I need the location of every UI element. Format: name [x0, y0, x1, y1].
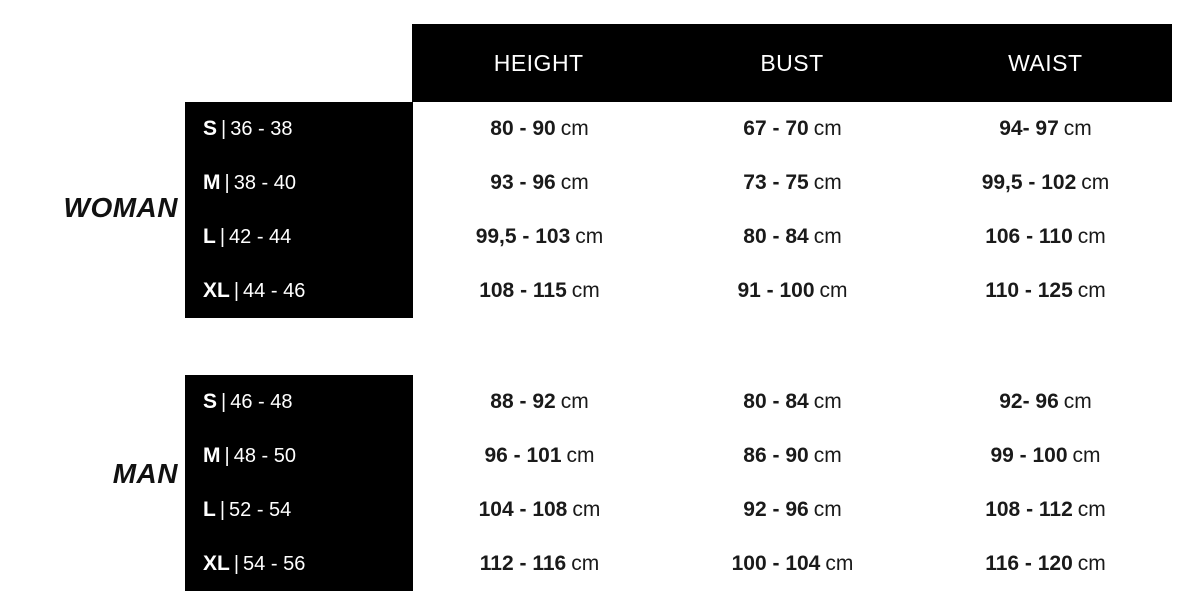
unit-label: cm [560, 117, 589, 140]
unit-label: cm [1077, 279, 1106, 302]
waist-cell [919, 444, 1172, 468]
unit-label: cm [571, 552, 600, 575]
bust-value: 67 - 70 [743, 117, 809, 140]
table-row [185, 375, 1172, 429]
size-label: L [203, 225, 216, 248]
size-label: S [203, 390, 218, 413]
bust-value: 80 - 84 [743, 390, 809, 413]
unit-label: cm [1077, 498, 1106, 521]
size-separator: | [233, 553, 240, 575]
unit-label: cm [575, 225, 604, 248]
size-separator: | [233, 280, 240, 302]
height-cell [413, 279, 666, 303]
unit-label: cm [1081, 171, 1110, 194]
size-cell [185, 117, 413, 141]
height-value: 96 - 101 [484, 444, 562, 467]
size-cell [185, 390, 413, 414]
height-value: 93 - 96 [490, 171, 556, 194]
bust-cell [666, 390, 919, 414]
bust-value: 100 - 104 [731, 552, 821, 575]
size-range: 38 - 40 [233, 172, 296, 194]
unit-label: cm [1072, 444, 1101, 467]
size-cell [185, 225, 413, 249]
unit-label: cm [813, 171, 842, 194]
height-cell [413, 171, 666, 195]
unit-label: cm [572, 498, 601, 521]
waist-value: 92- 96 [999, 390, 1059, 413]
waist-value: 94- 97 [999, 117, 1059, 140]
unit-label: cm [825, 552, 854, 575]
waist-value: 99,5 - 102 [981, 171, 1077, 194]
height-value: 112 - 116 [479, 552, 567, 575]
group-label-man: MAN [112, 458, 178, 489]
unit-label: cm [566, 444, 595, 467]
column-header-bust: BUST [760, 49, 824, 76]
column-header-waist: WAIST [1008, 49, 1083, 76]
size-separator: | [224, 445, 230, 467]
group-rows-woman [185, 102, 1172, 318]
waist-value: 110 - 125 [985, 279, 1073, 302]
bust-cell [666, 171, 919, 195]
unit-label: cm [813, 390, 842, 413]
size-cell [185, 279, 413, 303]
bust-value: 73 - 75 [743, 171, 809, 194]
size-range: 44 - 46 [243, 280, 306, 302]
unit-label: cm [819, 279, 848, 302]
size-separator: | [221, 118, 227, 140]
height-value: 99,5 - 103 [475, 225, 571, 248]
waist-value: 99 - 100 [990, 444, 1068, 467]
waist-cell [919, 552, 1172, 576]
table-row [185, 483, 1172, 537]
height-cell [413, 390, 666, 414]
size-range: 46 - 48 [230, 391, 293, 413]
group-rows-man [185, 375, 1172, 591]
bust-value: 80 - 84 [743, 225, 809, 248]
size-separator: | [221, 391, 227, 413]
unit-label: cm [813, 498, 842, 521]
height-cell [413, 444, 666, 468]
height-cell [413, 498, 666, 522]
unit-label: cm [560, 390, 589, 413]
size-cell [185, 171, 413, 195]
waist-cell [919, 279, 1172, 303]
waist-cell [919, 225, 1172, 249]
column-header-height: HEIGHT [493, 49, 584, 76]
unit-label: cm [1063, 390, 1092, 413]
table-row [185, 102, 1172, 156]
size-label: L [203, 498, 216, 521]
size-range: 42 - 44 [229, 226, 292, 248]
height-cell [413, 552, 666, 576]
table-row [185, 210, 1172, 264]
unit-label: cm [1077, 552, 1106, 575]
size-label: M [203, 444, 221, 467]
bust-cell [666, 225, 919, 249]
size-cell [185, 498, 413, 522]
header-row [412, 24, 1172, 102]
height-value: 88 - 92 [490, 390, 556, 413]
table-row [185, 429, 1172, 483]
height-value: 80 - 90 [490, 117, 556, 140]
unit-label: cm [813, 225, 842, 248]
size-range: 48 - 50 [233, 445, 296, 467]
unit-label: cm [813, 117, 842, 140]
waist-cell [919, 171, 1172, 195]
bust-cell [666, 498, 919, 522]
waist-value: 106 - 110 [985, 225, 1073, 248]
waist-cell [919, 498, 1172, 522]
size-label: XL [203, 552, 230, 575]
table-row [185, 156, 1172, 210]
size-label: XL [203, 279, 230, 302]
size-label: S [203, 117, 218, 140]
unit-label: cm [1063, 117, 1092, 140]
bust-value: 92 - 96 [743, 498, 809, 521]
bust-value: 91 - 100 [737, 279, 815, 302]
size-label: M [203, 171, 221, 194]
unit-label: cm [1077, 225, 1106, 248]
table-row [185, 264, 1172, 318]
height-value: 104 - 108 [478, 498, 568, 521]
size-cell [185, 444, 413, 468]
unit-label: cm [571, 279, 600, 302]
bust-cell [666, 117, 919, 141]
bust-cell [666, 444, 919, 468]
bust-cell [666, 279, 919, 303]
height-cell [413, 117, 666, 141]
size-separator: | [224, 172, 230, 194]
waist-value: 108 - 112 [985, 498, 1073, 521]
bust-value: 86 - 90 [743, 444, 809, 467]
waist-value: 116 - 120 [985, 552, 1073, 575]
height-cell [413, 225, 666, 249]
size-separator: | [219, 499, 226, 521]
unit-label: cm [813, 444, 842, 467]
height-value: 108 - 115 [479, 279, 567, 302]
group-label-woman: WOMAN [63, 192, 178, 223]
waist-cell [919, 117, 1172, 141]
size-cell [185, 552, 413, 576]
size-separator: | [219, 226, 226, 248]
size-range: 52 - 54 [229, 499, 292, 521]
waist-cell [919, 390, 1172, 414]
size-range: 54 - 56 [243, 553, 306, 575]
size-range: 36 - 38 [230, 118, 293, 140]
table-row [185, 537, 1172, 591]
unit-label: cm [560, 171, 589, 194]
bust-cell [666, 552, 919, 576]
